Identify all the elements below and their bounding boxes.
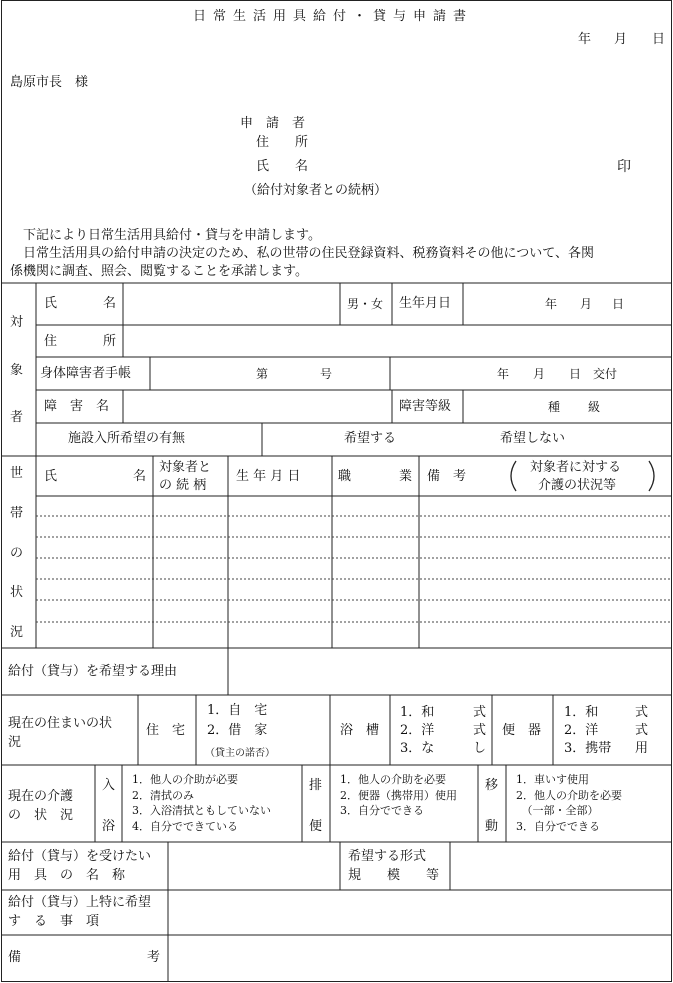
bath-option-1: 1．和 式 [400, 705, 486, 720]
equipment-label-1: 給付（貸与）を受けたい [8, 849, 152, 864]
grade-level: 級 [588, 400, 601, 414]
page-title: 日常生活用具給付・貸与申請書 [193, 9, 474, 24]
target-side-label: 対 象 者 [10, 315, 24, 425]
birth-year: 年 [545, 297, 558, 311]
grade-type: 種 [548, 400, 561, 414]
statement-line-2: 日常生活用具の給付申請の決定のため、私の世帯の住民登録資料、税務資料その他について、各関 [10, 246, 594, 261]
house-label: 住 宅 [146, 723, 186, 738]
col-care-header-1: 対象者に対する [530, 460, 622, 475]
col-job-header: 職 業 [338, 469, 412, 484]
equipment-label-2: 用 具 の 名 称 [8, 868, 126, 883]
toilet-option-1: 1．和 式 [564, 705, 648, 720]
house-note: （貸主の諾否） [205, 748, 275, 759]
birth-day: 日 [612, 297, 625, 311]
care-mobility-options: 1．車いす使用 2．他人の介助を必要 （一部・全部） 3．自分でできる [516, 773, 622, 833]
date-year: 年 [578, 32, 592, 47]
housing-label-1: 現在の住まいの状 [8, 716, 113, 731]
disability-label: 障 害 名 [44, 399, 110, 414]
care-excretion-options: 1．他人の介助を必要 2．便器（携帯用）使用 3．自分でできる [340, 773, 457, 817]
applicant-name-label: 氏 名 [256, 159, 309, 174]
bath-option-3: 3．な し [400, 741, 486, 756]
care-label-1: 現在の介護 [8, 789, 74, 804]
paren-right [649, 461, 654, 491]
toilet-option-2: 2．洋 式 [564, 723, 648, 738]
col-care-header-2: 介護の状況等 [538, 478, 617, 493]
target-name-label: 氏 名 [44, 296, 116, 311]
birth-label: 生年月日 [399, 296, 452, 311]
facility-nowish-option: 希望しない [500, 431, 566, 446]
handbook-label: 身体障害者手帳 [40, 366, 132, 381]
facility-label: 施設入所希望の有無 [68, 431, 186, 446]
col-relation-header-1: 対象者と [159, 460, 212, 475]
form-label-1: 希望する形式 [348, 849, 427, 864]
col-relation-header-2: の 続 柄 [159, 478, 207, 493]
care-mobility-label: 移 動 [485, 778, 499, 834]
applicant-address-label: 住 所 [256, 135, 309, 150]
special-label-1: 給付（貸与）上特に希望 [8, 895, 152, 910]
paren-left [511, 461, 516, 491]
special-label-2: す る 事 項 [8, 914, 100, 929]
statement-line-3: 係機関に調査、照会、閲覧することを承諾します。 [10, 264, 308, 279]
addressee: 島原市長 様 [10, 75, 89, 90]
col-name-header: 氏 名 [44, 469, 146, 484]
handbook-no-prefix: 第 [256, 367, 269, 381]
col-birth-header: 生 年 月 日 [236, 469, 301, 484]
date-month: 月 [614, 32, 628, 47]
facility-wish-option: 希望する [344, 431, 397, 446]
bath-label: 浴 槽 [340, 723, 380, 738]
target-address-label: 住 所 [44, 334, 116, 349]
toilet-label: 便 器 [502, 723, 542, 738]
seal-mark: 印 [617, 159, 631, 175]
form-label-2: 規 模 等 [348, 868, 440, 883]
household-side-label: 世 帯 の 状 況 [10, 466, 24, 640]
issued-date: 年 月 日 交付 [497, 367, 618, 381]
handbook-no-suffix: 号 [320, 367, 333, 381]
applicant-label: 申 請 者 [240, 116, 306, 131]
applicant-relation-label: （給付対象者との続柄） [244, 183, 388, 198]
care-bath-options: 1．他人の介助が必要 2．清拭のみ 3．入浴清拭ともしていない 4．自分でできている [132, 773, 271, 833]
reason-label: 給付（貸与）を希望する理由 [8, 664, 178, 679]
bath-option-2: 2．洋 式 [400, 723, 486, 738]
toilet-option-3: 3．携帯 用 [564, 741, 648, 756]
grade-label: 障害等級 [399, 399, 452, 414]
care-label-2: の 状 況 [8, 808, 74, 823]
house-option-1: 1．自 宅 [207, 703, 268, 718]
date-day: 日 [652, 32, 666, 47]
remarks-label: 備 考 [8, 950, 160, 965]
housing-label-2: 況 [8, 735, 22, 750]
col-note-header: 備 考 [427, 469, 467, 484]
statement-line-1: 下記により日常生活用具給付・貸与を申請します。 [10, 228, 321, 243]
house-option-2: 2．借 家 [207, 723, 268, 738]
care-excretion-label: 排 便 [309, 778, 323, 834]
gender-options: 男・女 [347, 297, 384, 311]
birth-month: 月 [580, 297, 593, 311]
care-bath-label: 入 浴 [102, 778, 116, 834]
